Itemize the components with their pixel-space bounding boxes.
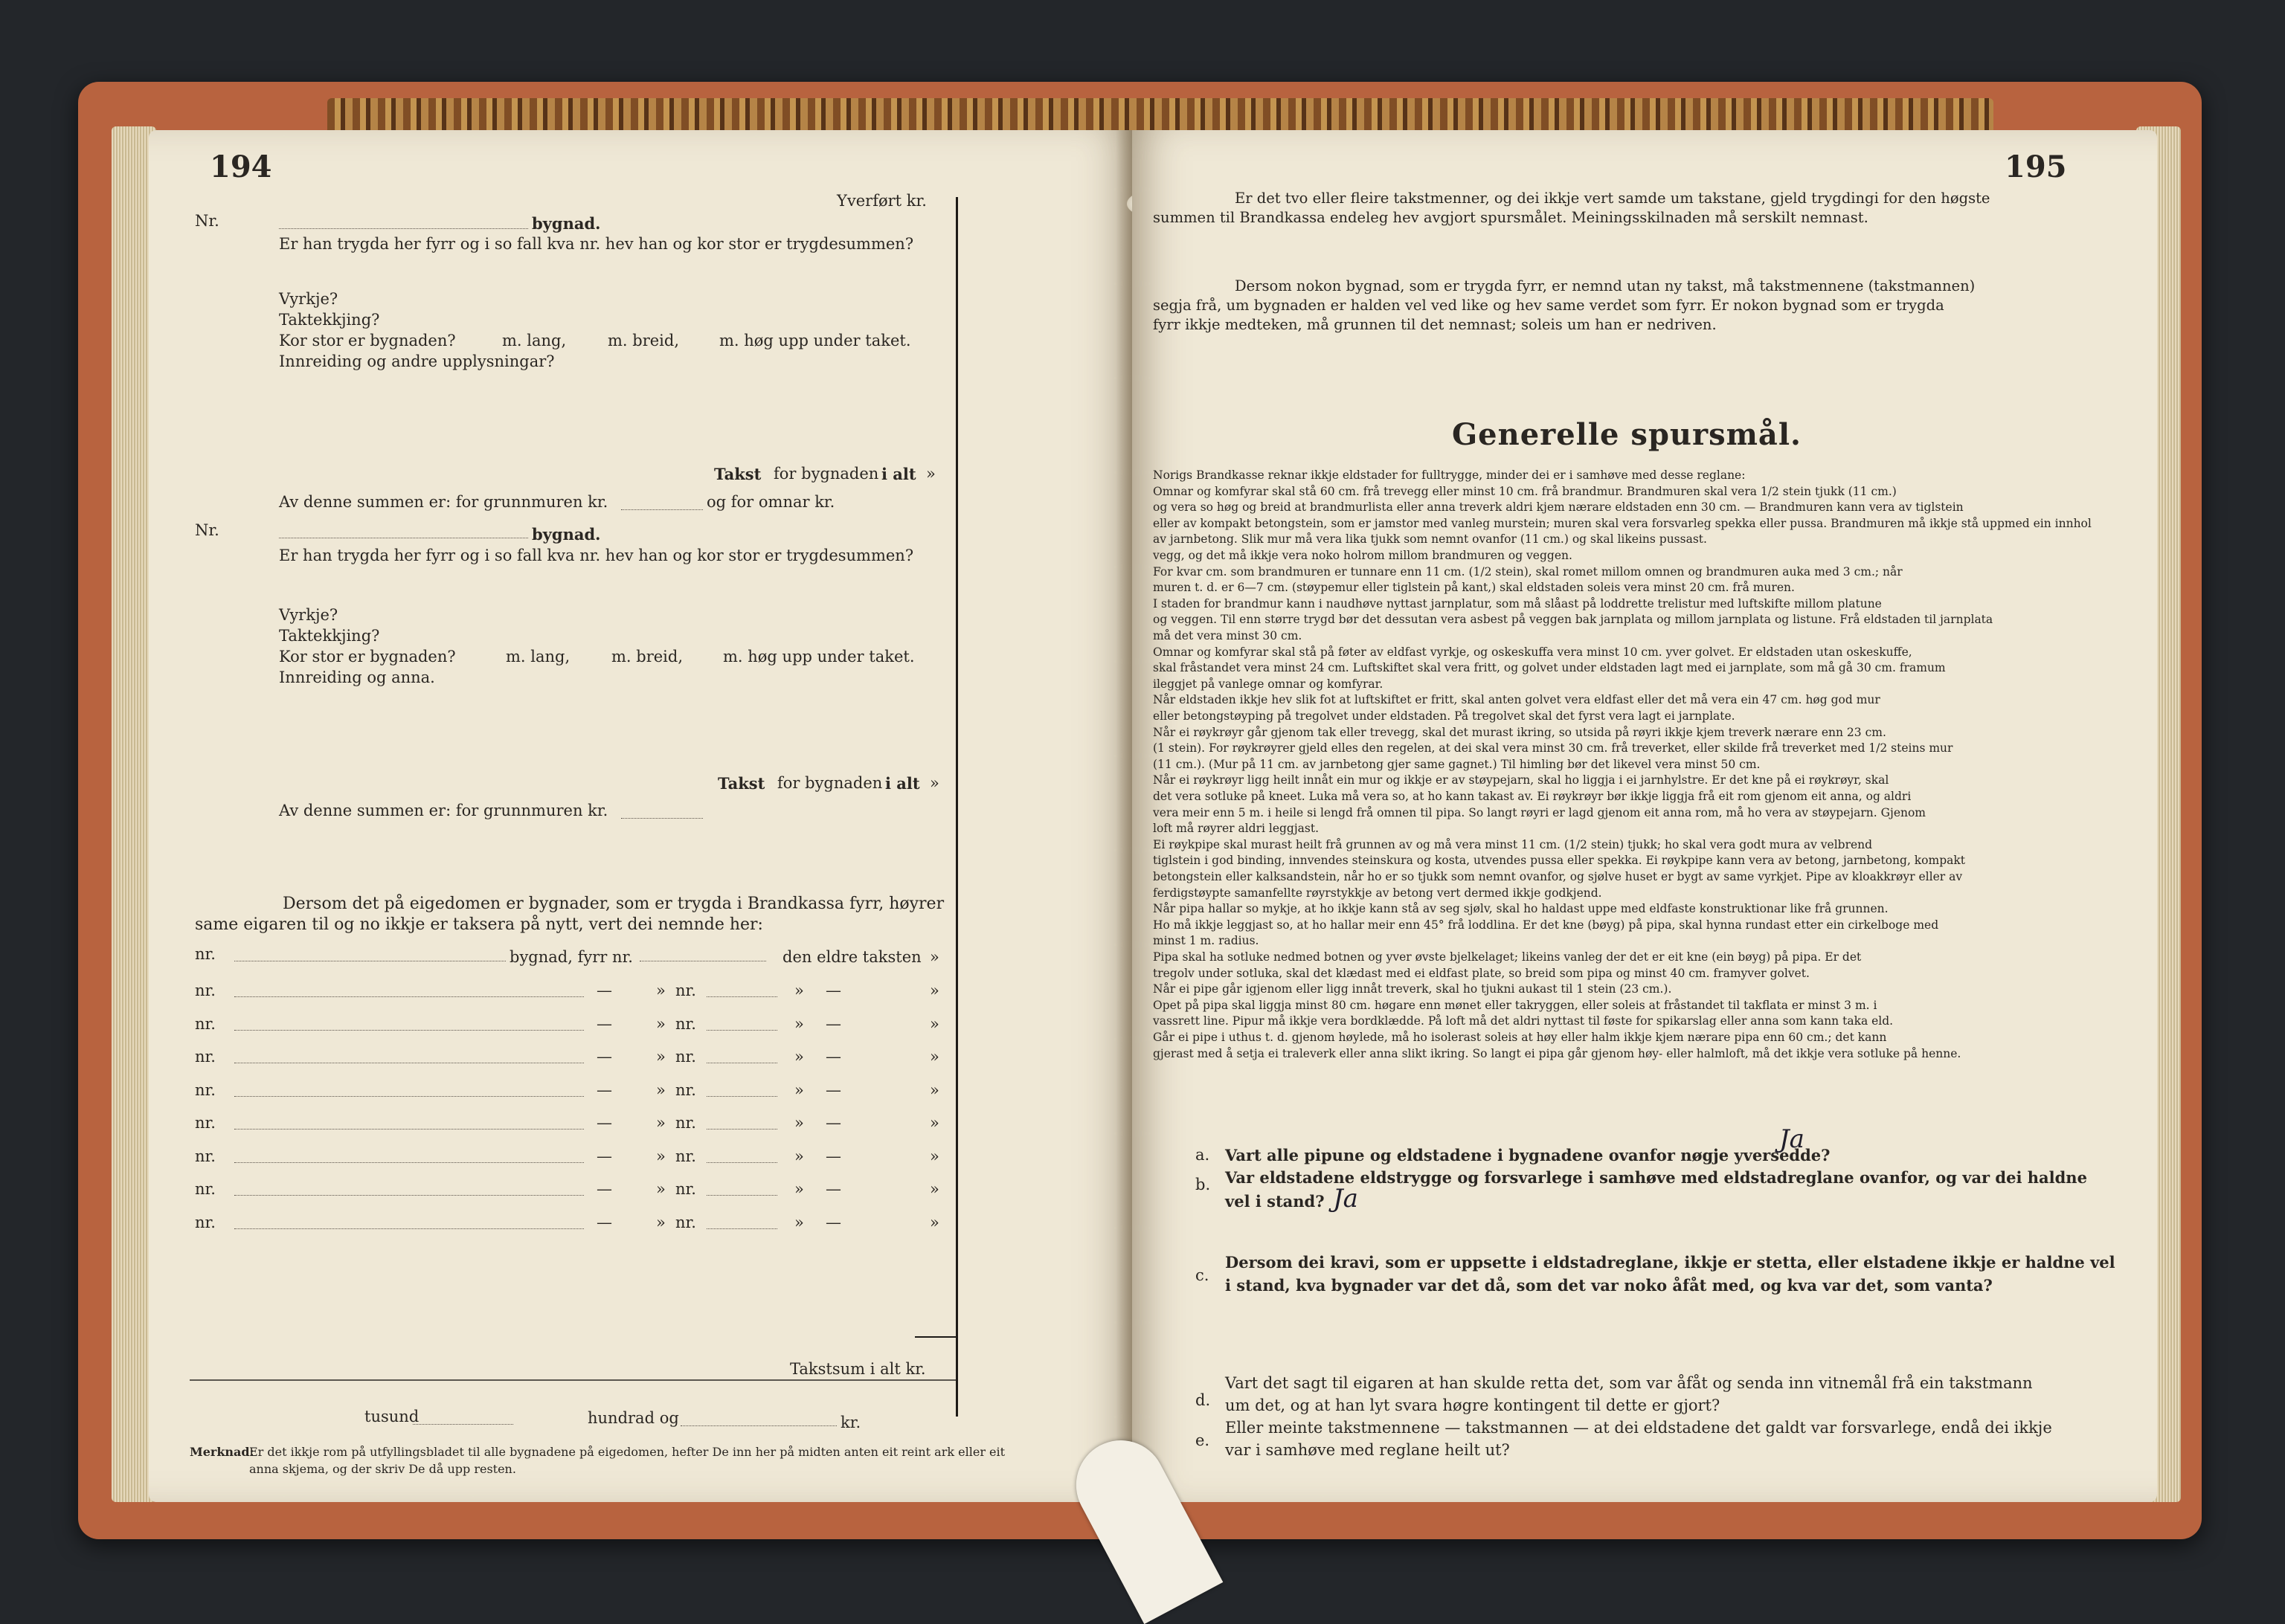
intro2-line3: fyrr ikkje medteken, må grunnen til det nemnast; soleis um han er nedriven.: [1153, 316, 1717, 333]
rule-line: minst 1 m. radius.: [1153, 934, 1259, 948]
block1-omnar: og for omnar kr.: [707, 493, 835, 511]
question-e-text2: var i samhøve med reglane heilt ut?: [1225, 1441, 1510, 1459]
question-b-label: b.: [1195, 1176, 1211, 1193]
rule-line: skal fråstandet vera minst 24 cm. Luftskiftet skal vera fritt, og golvet under eldstaden lagt med ei jarnplate, som må gå 30 cm. framum: [1153, 661, 1946, 675]
block2-vyrkje: Vyrkje?: [279, 606, 338, 624]
rule-line: (1 stein). For røykrøyrer gjeld elles den regelen, at dei skal vera minst 30 cm. frå treverket, eller skilde frå treverket med 1/2 steins mur: [1153, 741, 1953, 755]
table-row-nr2: nr.: [675, 982, 696, 999]
block2-length: m. lang,: [506, 648, 571, 666]
table-row-dash: —: [597, 1080, 612, 1099]
block1-summen: Av denne summen er: for grunnmuren kr.: [279, 493, 608, 511]
table-row-quote: »: [930, 1080, 939, 1099]
block2-width: m. breid,: [611, 648, 684, 666]
table-row-quote: »: [656, 982, 666, 999]
block1-takst-text: for bygnaden: [774, 465, 879, 483]
hundrad-label: hundrad og: [588, 1409, 679, 1427]
block2-taktekkjing: Taktekkjing?: [279, 627, 380, 645]
table-row-dash: —: [826, 1014, 841, 1033]
table-row-quote: »: [656, 1147, 666, 1165]
question-b-text2: vel i stand?: [1225, 1192, 1325, 1211]
question-b-answer: Ja: [1333, 1184, 1358, 1214]
table-row-dash: —: [826, 1048, 841, 1066]
table-row-quote: »: [794, 1147, 804, 1165]
rule-line: Ho må ikkje leggjast so, at ho hallar meir enn 45° frå loddlina. Er det kne (bøyg) på pipa, skal hynna rundast etter ein cirkelboge med: [1153, 918, 1939, 932]
table-row-nr2: nr.: [675, 1014, 696, 1033]
table-row-quote: »: [656, 1014, 666, 1033]
table-first-nr: nr.: [195, 945, 216, 963]
block2-nr: Nr.: [195, 521, 219, 539]
table-row-dash: —: [597, 1014, 612, 1033]
intro1-line2: summen til Brandkassa endeleg hev avgjort spursmålet. Meiningsskilnaden må serskilt nemnast.: [1153, 209, 1868, 226]
table-row-nr: nr.: [195, 1180, 216, 1198]
table-row-quote: »: [794, 1114, 804, 1132]
block2-summen: Av denne summen er: for grunnmuren kr.: [279, 802, 608, 819]
rule-line: gjerast med å setja ei traleverk eller anna slikt ikring. So langt ei pipa går gjenom høy- eller halmloft, må det ikkje vera sotluke på henne.: [1153, 1046, 1961, 1060]
rule-line: loft må røyrer aldri leggjast.: [1153, 822, 1320, 836]
right-page-number: 195: [2005, 149, 2067, 184]
block2-height: m. høg upp under taket.: [723, 648, 915, 666]
table-row-quote: »: [656, 1114, 666, 1132]
block1-takst-label: Takst: [714, 465, 762, 483]
right-page: [1132, 130, 2157, 1502]
rule-line: og vera so høg og breid at brandmurlista eller anna treverk aldri kjem nærare eldstaden enn 30 cm. — Brandmuren kann vera av tiglstein: [1153, 500, 1964, 515]
intro1-line1: Er det tvo eller fleire takstmenner, og dei ikkje vert samde um takstane, gjeld trygdingi for den høgste: [1235, 190, 1990, 207]
question-b-text1: Var eldstadene eldstrygge og forsvarlege i samhøve med eldstadreglane ovanfor, og var dei haldne: [1225, 1168, 2087, 1187]
table-row-quote: »: [930, 1048, 939, 1066]
block1-size: Kor stor er bygnaden?: [279, 332, 456, 349]
table-row-dash: —: [597, 1114, 612, 1132]
table-row-nr: nr.: [195, 1014, 216, 1033]
rule-line: vassrett line. Pipur må ikkje vera bordklædde. På loft må det aldri nyttast til føste for spikarslag eller anna som kann taka eld.: [1153, 1014, 1894, 1028]
question-c-text2: i stand, kva bygnader var det då, som det var noko åfåt med, og kva var det, som vanta?: [1225, 1276, 1993, 1295]
block2-quote: »: [930, 774, 939, 792]
table-row-quote: »: [656, 1180, 666, 1198]
amount-column-line: [956, 197, 958, 1417]
takstsum-label: Takstsum i alt kr.: [790, 1360, 926, 1378]
rule-line: Ei røykpipe skal murast heilt frå grunnen av og må vera minst 11 cm. (1/2 stein) tjukk; ho skal vera godt mura av velbrend: [1153, 837, 1873, 851]
table-row-nr2: nr.: [675, 1180, 696, 1198]
block1-insured-question: Er han trygda her fyrr og i so fall kva nr. hev han og kor stor er trygdesummen?: [279, 235, 914, 253]
merknad-line2: anna skjema, og der skriv De då upp resten.: [249, 1462, 516, 1476]
table-row-dash: —: [826, 1114, 841, 1132]
table-row-quote: »: [930, 1213, 939, 1231]
block1-nr: Nr.: [195, 212, 219, 230]
table-row-quote: »: [930, 1114, 939, 1132]
block2-size: Kor stor er bygnaden?: [279, 648, 456, 666]
block1-taktekkjing: Taktekkjing?: [279, 311, 380, 329]
question-a-text: Vart alle pipune og eldstadene i bygnadene ovanfor nøgje yversedde?: [1225, 1146, 1831, 1164]
table-row-quote: »: [794, 1048, 804, 1066]
block1-width: m. breid,: [608, 332, 680, 349]
rule-line: det vera sotluke på kneet. Luka må vera so, at ho kann takast av. Ei røykrøyr bør ikkje liggja frå eit rom gjenom eit anna, og aldri: [1153, 790, 1912, 803]
block1-innreiding: Innreiding og andre upplysningar?: [279, 352, 555, 370]
question-c-text1: Dersom dei kravi, som er uppsette i eldstadreglane, ikkje er stetta, eller elstadene ikkje er haldne vel: [1225, 1253, 2115, 1272]
carried-over-label: Yverført kr.: [837, 192, 927, 210]
table-first-eldre: den eldre taksten: [782, 948, 922, 966]
rule-line: Går ei pipe i uthus t. d. gjenom høylede, må ho isolerast soleis at høy eller halm ikkje kjem nærare pipa enn 60 cm.; det kann: [1153, 1031, 1887, 1044]
block1-bygnad: bygnad.: [532, 214, 601, 233]
rule-line: av jarnbetong. Slik mur må vera lika tjukk som nemnt ovanfor (11 cm.) og skal likeins pussast.: [1153, 532, 1707, 547]
block1-vyrkje: Vyrkje?: [279, 290, 338, 308]
question-d-text1: Vart det sagt til eigaren at han skulde retta det, som var åfåt og senda inn vitnemål frå ein takstmann: [1225, 1374, 2033, 1392]
question-c-label: c.: [1195, 1266, 1209, 1284]
table-row-dash: —: [597, 982, 612, 999]
table-row-quote: »: [794, 1213, 804, 1231]
rule-line: og veggen. Til enn større trygd bør det dessutan vera asbest på veggen bak jarnplata og millom jarnplata og listune. Frå eldstaden til jarnplata: [1153, 613, 1993, 627]
section-heading: Generelle spursmål.: [1452, 417, 1802, 452]
left-page-number: 194: [210, 149, 272, 184]
table-row-nr: nr.: [195, 1080, 216, 1099]
table-row-dash: —: [597, 1147, 612, 1165]
block1-height: m. høg upp under taket.: [719, 332, 911, 349]
table-row-quote: »: [930, 1014, 939, 1033]
block1-i-alt: i alt: [881, 465, 916, 483]
block2-bygnad: bygnad.: [532, 525, 601, 544]
rule-line: Når ei røykrøyr går gjenom tak eller trevegg, skal det murast ikring, so utsida på røyri ikkje kjem treverk nærare enn 23 cm.: [1153, 725, 1886, 739]
rule-line: Omnar og komfyrar skal stå på føter av eldfast vyrkje, og oskeskuffa vera minst 10 cm. yver golvet. Er eldstaden utan oskeskuffe,: [1153, 645, 1912, 659]
rule-line: Pipa skal ha sotluke nedmed botnen og yver øvste bjelkelaget; likeins vanleg der det er eit kne (ein bøyg) på pipa. Er det: [1153, 950, 1862, 964]
table-row-dash: —: [597, 1048, 612, 1066]
table-row-nr2: nr.: [675, 1147, 696, 1165]
table-row-quote: »: [930, 982, 939, 999]
question-a-label: a.: [1195, 1146, 1210, 1164]
rule-line: Opet på pipa skal liggja minst 80 cm. høgare enn mønet eller takryggen, eller soleis at fråstandet til takflata er minst 3 m. i: [1153, 998, 1877, 1012]
rule-line: Når ei pipe går igjenom eller ligg innåt treverk, skal ho tjukni aukast til 1 stein (23 cm.).: [1153, 982, 1672, 996]
rule-line: Når pipa hallar so mykje, at ho ikkje kann stå av seg sjølv, skal ho haldast uppe med eldfaste konstruktionar like frå grunnen.: [1153, 902, 1889, 916]
block2-innreiding: Innreiding og anna.: [279, 668, 435, 686]
rule-line: tregolv under sotluka, skal det klædast med ei eldfast plate, so breid som pipa og minst 40 cm. framyver golvet.: [1153, 966, 1810, 980]
table-row-nr2: nr.: [675, 1213, 696, 1231]
table-row-dash: —: [597, 1213, 612, 1231]
table-row-quote: »: [794, 1180, 804, 1198]
tusund-label: tusund: [364, 1408, 420, 1425]
table-row-quote: »: [930, 1147, 939, 1165]
table-row-nr2: nr.: [675, 1080, 696, 1099]
table-row-dash: —: [826, 1080, 841, 1099]
table-row-nr: nr.: [195, 1213, 216, 1231]
table-row-quote: »: [794, 982, 804, 999]
rule-line: I staden for brandmur kann i naudhøve nyttast jarnplatur, som må slåast på loddrette trelistur med luftskifte millom platune: [1153, 596, 1882, 610]
table-row-dash: —: [826, 1213, 841, 1231]
question-a-answer: Ja: [1779, 1124, 1804, 1154]
block2-takst-text: for bygnaden: [777, 774, 883, 792]
table-row-quote: »: [656, 1080, 666, 1099]
rule-line: eller av kompakt betongstein, som er jamstor med vanleg murstein; muren skal vera forsvarleg spekka eller pussa. Brandmuren må ikkje stå uppmed ein innhol: [1153, 516, 2092, 530]
table-first-bygnad: bygnad, fyrr nr.: [510, 948, 633, 966]
block2-i-alt: i alt: [885, 774, 920, 793]
question-d-text2: um det, og at han lyt svara høgre kontingent til dette er gjort?: [1225, 1396, 1720, 1414]
question-d-label: d.: [1195, 1391, 1211, 1409]
table-first-quote: »: [930, 948, 939, 966]
intro2-line1: Dersom nokon bygnad, som er trygda fyrr, er nemnd utan ny takst, må takstmennene (takstmannen): [1235, 277, 1976, 294]
block1-quote: »: [926, 465, 936, 483]
rule-line: Norigs Brandkasse reknar ikkje eldstader for fulltrygge, minder dei er i samhøve med desse reglane:: [1153, 468, 1746, 482]
table-row-quote: »: [656, 1048, 666, 1066]
rule-line: Når ei røykrøyr ligg heilt innåt ein mur og ikkje er av støypejarn, skal ho liggja i ei jarnhylstre. Er det kne på ei røykrøyr, skal: [1153, 773, 1889, 787]
rule-line: (11 cm.). (Mur på 11 cm. av jarnbetong gjer same gagnet.) Til himling bør det likevel vera minst 50 cm.: [1153, 757, 1761, 771]
table-row-nr: nr.: [195, 1048, 216, 1066]
table-row-nr2: nr.: [675, 1114, 696, 1132]
table-row-quote: »: [794, 1014, 804, 1033]
table-row-dash: —: [597, 1180, 612, 1198]
rule-line: Når eldstaden ikkje hev slik fot at luftskiftet er fritt, skal anten golvet vera eldfast eller det må vera ein 47 cm. høg god mur: [1153, 693, 1880, 707]
dersom-line1: Dersom det på eigedomen er bygnader, som er trygda i Brandkassa fyrr, høyrer: [283, 895, 945, 913]
table-row-quote: »: [794, 1080, 804, 1099]
merknad-line1: Er det ikkje rom på utfyllingsbladet til alle bygnadene på eigedomen, hefter De inn her på midten anten eit reint ark eller eit: [249, 1445, 1006, 1459]
block2-insured-question: Er han trygda her fyrr og i so fall kva nr. hev han og kor stor er trygdesummen?: [279, 547, 914, 564]
rule-line: må det vera minst 30 cm.: [1153, 629, 1302, 642]
rule-line: ileggjet på vanlege omnar og komfyrar.: [1153, 677, 1383, 691]
table-row-dash: —: [826, 1180, 841, 1198]
merknad-label: Merknad:: [190, 1445, 254, 1459]
rule-line: vegg, og det må ikkje vera noko holrom millom brandmuren og veggen.: [1153, 549, 1572, 562]
table-row-dash: —: [826, 1147, 841, 1165]
table-row-nr: nr.: [195, 1114, 216, 1132]
intro2-line2: segja frå, um bygnaden er halden vel ved like og hev same verdet som fyrr. Er nokon bygnad som er trygda: [1153, 297, 1944, 314]
rule-line: ferdigstøypte samanfellte røyrstykkje av betong vert dermed ikkje godkjend.: [1153, 886, 1602, 900]
kr-label: kr.: [841, 1414, 861, 1431]
table-row-nr2: nr.: [675, 1048, 696, 1066]
rule-line: betongstein eller kalksandstein, når ho er so tjukk som nemnt ovanfor, og sjølve huset er bygt av same vyrkjet. Pipe av kloakkrøyr eller av: [1153, 870, 1963, 883]
table-row-nr: nr.: [195, 982, 216, 999]
question-e-label: e.: [1195, 1431, 1210, 1449]
table-row-quote: »: [656, 1213, 666, 1231]
rule-line: Omnar og komfyrar skal stå 60 cm. frå trevegg eller minst 10 cm. frå brandmur. Brandmuren skal vera 1/2 stein tjukk (11 cm.): [1153, 484, 1897, 498]
table-row-quote: »: [930, 1180, 939, 1198]
rule-line: For kvar cm. som brandmuren er tunnare enn 11 cm. (1/2 stein), skal romet millom omnen og brandmuren auka med 3 cm.; når: [1153, 564, 1903, 579]
block2-takst-label: Takst: [718, 774, 765, 793]
rule-line: eller betongstøyping på tregolvet under eldstaden. På tregolvet skal det fyrst vera lagt ei jarnplate.: [1153, 709, 1735, 723]
question-e-text1: Eller meinte takstmennene — takstmannen — at dei eldstadene det galdt var forsvarlege, endå dei ikkje: [1225, 1419, 2052, 1437]
rule-line: muren t. d. er 6—7 cm. (støypemur eller tiglstein på kant,) skal eldstaden soleis vera minst 20 cm. frå muren.: [1153, 581, 1795, 595]
dersom-line2: same eigaren til og no ikkje er taksera på nytt, vert dei nemnde her:: [195, 915, 763, 934]
table-row-dash: —: [826, 982, 841, 999]
rule-line: vera meir enn 5 m. i heile si lengd frå omnen til pipa. So langt røyri er lagd gjenom eit anna rom, må ho vera av støypejarn. Gjenom: [1153, 805, 1926, 819]
block1-length: m. lang,: [502, 332, 567, 349]
table-row-nr: nr.: [195, 1147, 216, 1165]
rule-line: tiglstein i god binding, innvendes steinskura og kosta, utvendes pussa eller spekka. Ei røykpipe kann vera av betong, jarnbetong, kompakt: [1153, 854, 1966, 868]
left-page: [149, 130, 1132, 1502]
